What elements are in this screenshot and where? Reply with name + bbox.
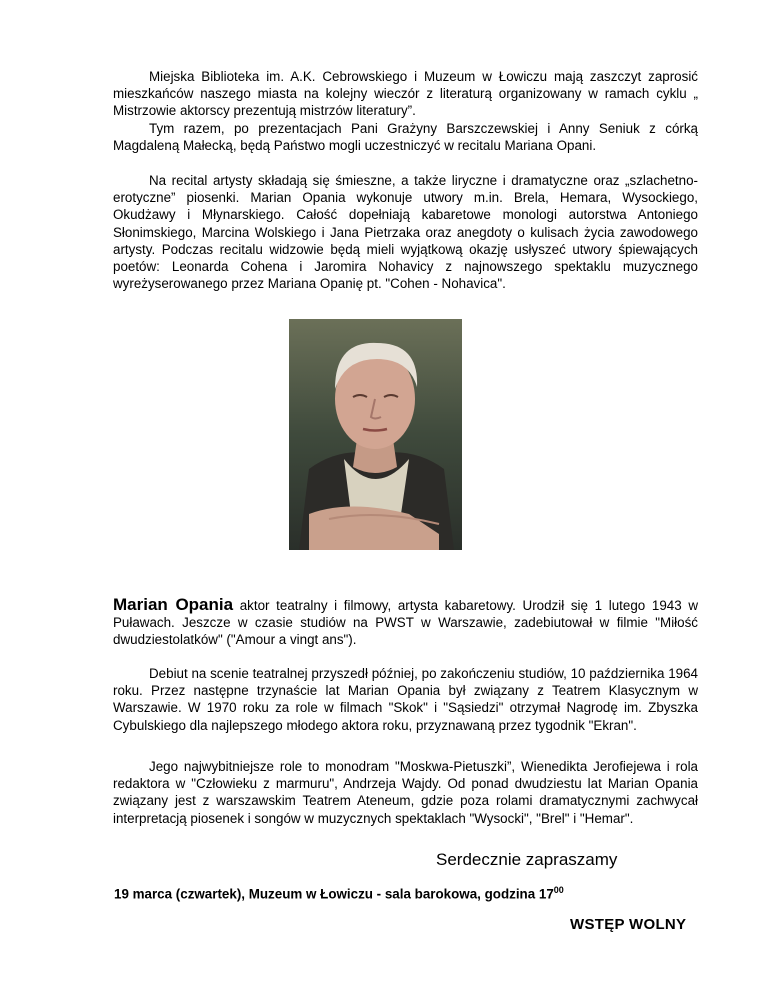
invitation-text: Serdecznie zapraszamy xyxy=(436,850,618,869)
event-text: 19 marca (czwartek), Muzeum w Łowiczu - sala barokowa, godzina 17 xyxy=(114,886,554,902)
recital-section xyxy=(113,172,698,292)
intro-paragraph-1: Miejska Biblioteka im. A.K. Cebrowskiego i Muzeum w Łowiczu mają zaszczyt zaprosić mieszkańców naszego miasta na kolejny wieczór z literaturą organizowany w ramach cyklu „ Mistrzowie aktorscy prezentują mistrzów literatury”. xyxy=(113,69,698,119)
event-minutes: 00 xyxy=(553,885,564,895)
event-details xyxy=(114,885,564,901)
bio-paragraph-1: aktor teatralny i filmowy, artysta kabaretowy. Urodził się 1 lutego 1943 w Puławach. Jeszcze w czasie studiów na PWST w Warszawie, zadebiutował w filmie "Miłość dwudziestolatków" ("Amour a vingt ans"). xyxy=(113,598,698,648)
bio-paragraph-2: Debiut na scenie teatralnej przyszedł później, po zakończeniu studiów, 10 października 1964 roku. Przez następne trzynaście lat Marian Opania był związany z Teatrem Klasycznym w Warszawie. W 1970 roku za role w filmach "Skok" i "Sąsiedzi" otrzymał Nagrodę im. Zbyszka Cybulskiego dla najlepszego młodego aktora roku, przyznawaną przez tygodnik "Ekran". xyxy=(113,666,698,733)
portrait-image xyxy=(289,319,462,550)
recital-paragraph: Na recital artysty składają się śmieszne, a także liryczne i dramatyczne oraz „szlachetno-erotyczne” piosenki. Marian Opania wykonuje utwory m.in. Brela, Hemara, Wysockiego, Okudżawy i Młynarskiego. Całość dopełniają kabaretowe monologi autorstwa Antoniego Słonimskiego, Marcina Wolskiego i Jana Pietrzaka oraz anegdoty o kulisach życia zawodowego artysty. Podczas recitalu widzowie będą mieli wyjątkową okazję usłyszeć utwory śpiewających poetów: Leonarda Cohena i Jaromira Nohavicy z najnowszego spektaklu muzycznego wyreżyserowanego przez Mariana Opanię pt. "Cohen - Nohavica". xyxy=(113,173,698,292)
actor-name: Marian Opania xyxy=(113,595,234,614)
bio-paragraph-3: Jego najwybitniejsze role to monodram "Moskwa-Pietuszki”, Wienedikta Jerofiejewa i rola redaktora w "Człowieku z marmuru", Andrzeja Wajdy. Od ponad dwudziestu lat Marian Opania związany jest z warszawskim Teatrem Ateneum, gdzie poza rolami dramatycznymi zachwycał interpretacją piosenek i songów w muzycznych spektaklach "Wysocki", "Brel" i "Hemar". xyxy=(113,759,698,826)
roles-section xyxy=(113,758,698,827)
bio-section xyxy=(113,596,698,649)
intro-section xyxy=(113,68,698,154)
free-entry-label: WSTĘP WOLNY xyxy=(570,916,687,933)
debut-section xyxy=(113,665,698,734)
portrait-photo xyxy=(289,319,462,550)
intro-paragraph-2: Tym razem, po prezentacjach Pani Grażyny Barszczewskiej i Anny Seniuk z córką Magdaleną Małecką, będą Państwo mogli uczestniczyć w recitalu Mariana Opani. xyxy=(113,120,698,153)
